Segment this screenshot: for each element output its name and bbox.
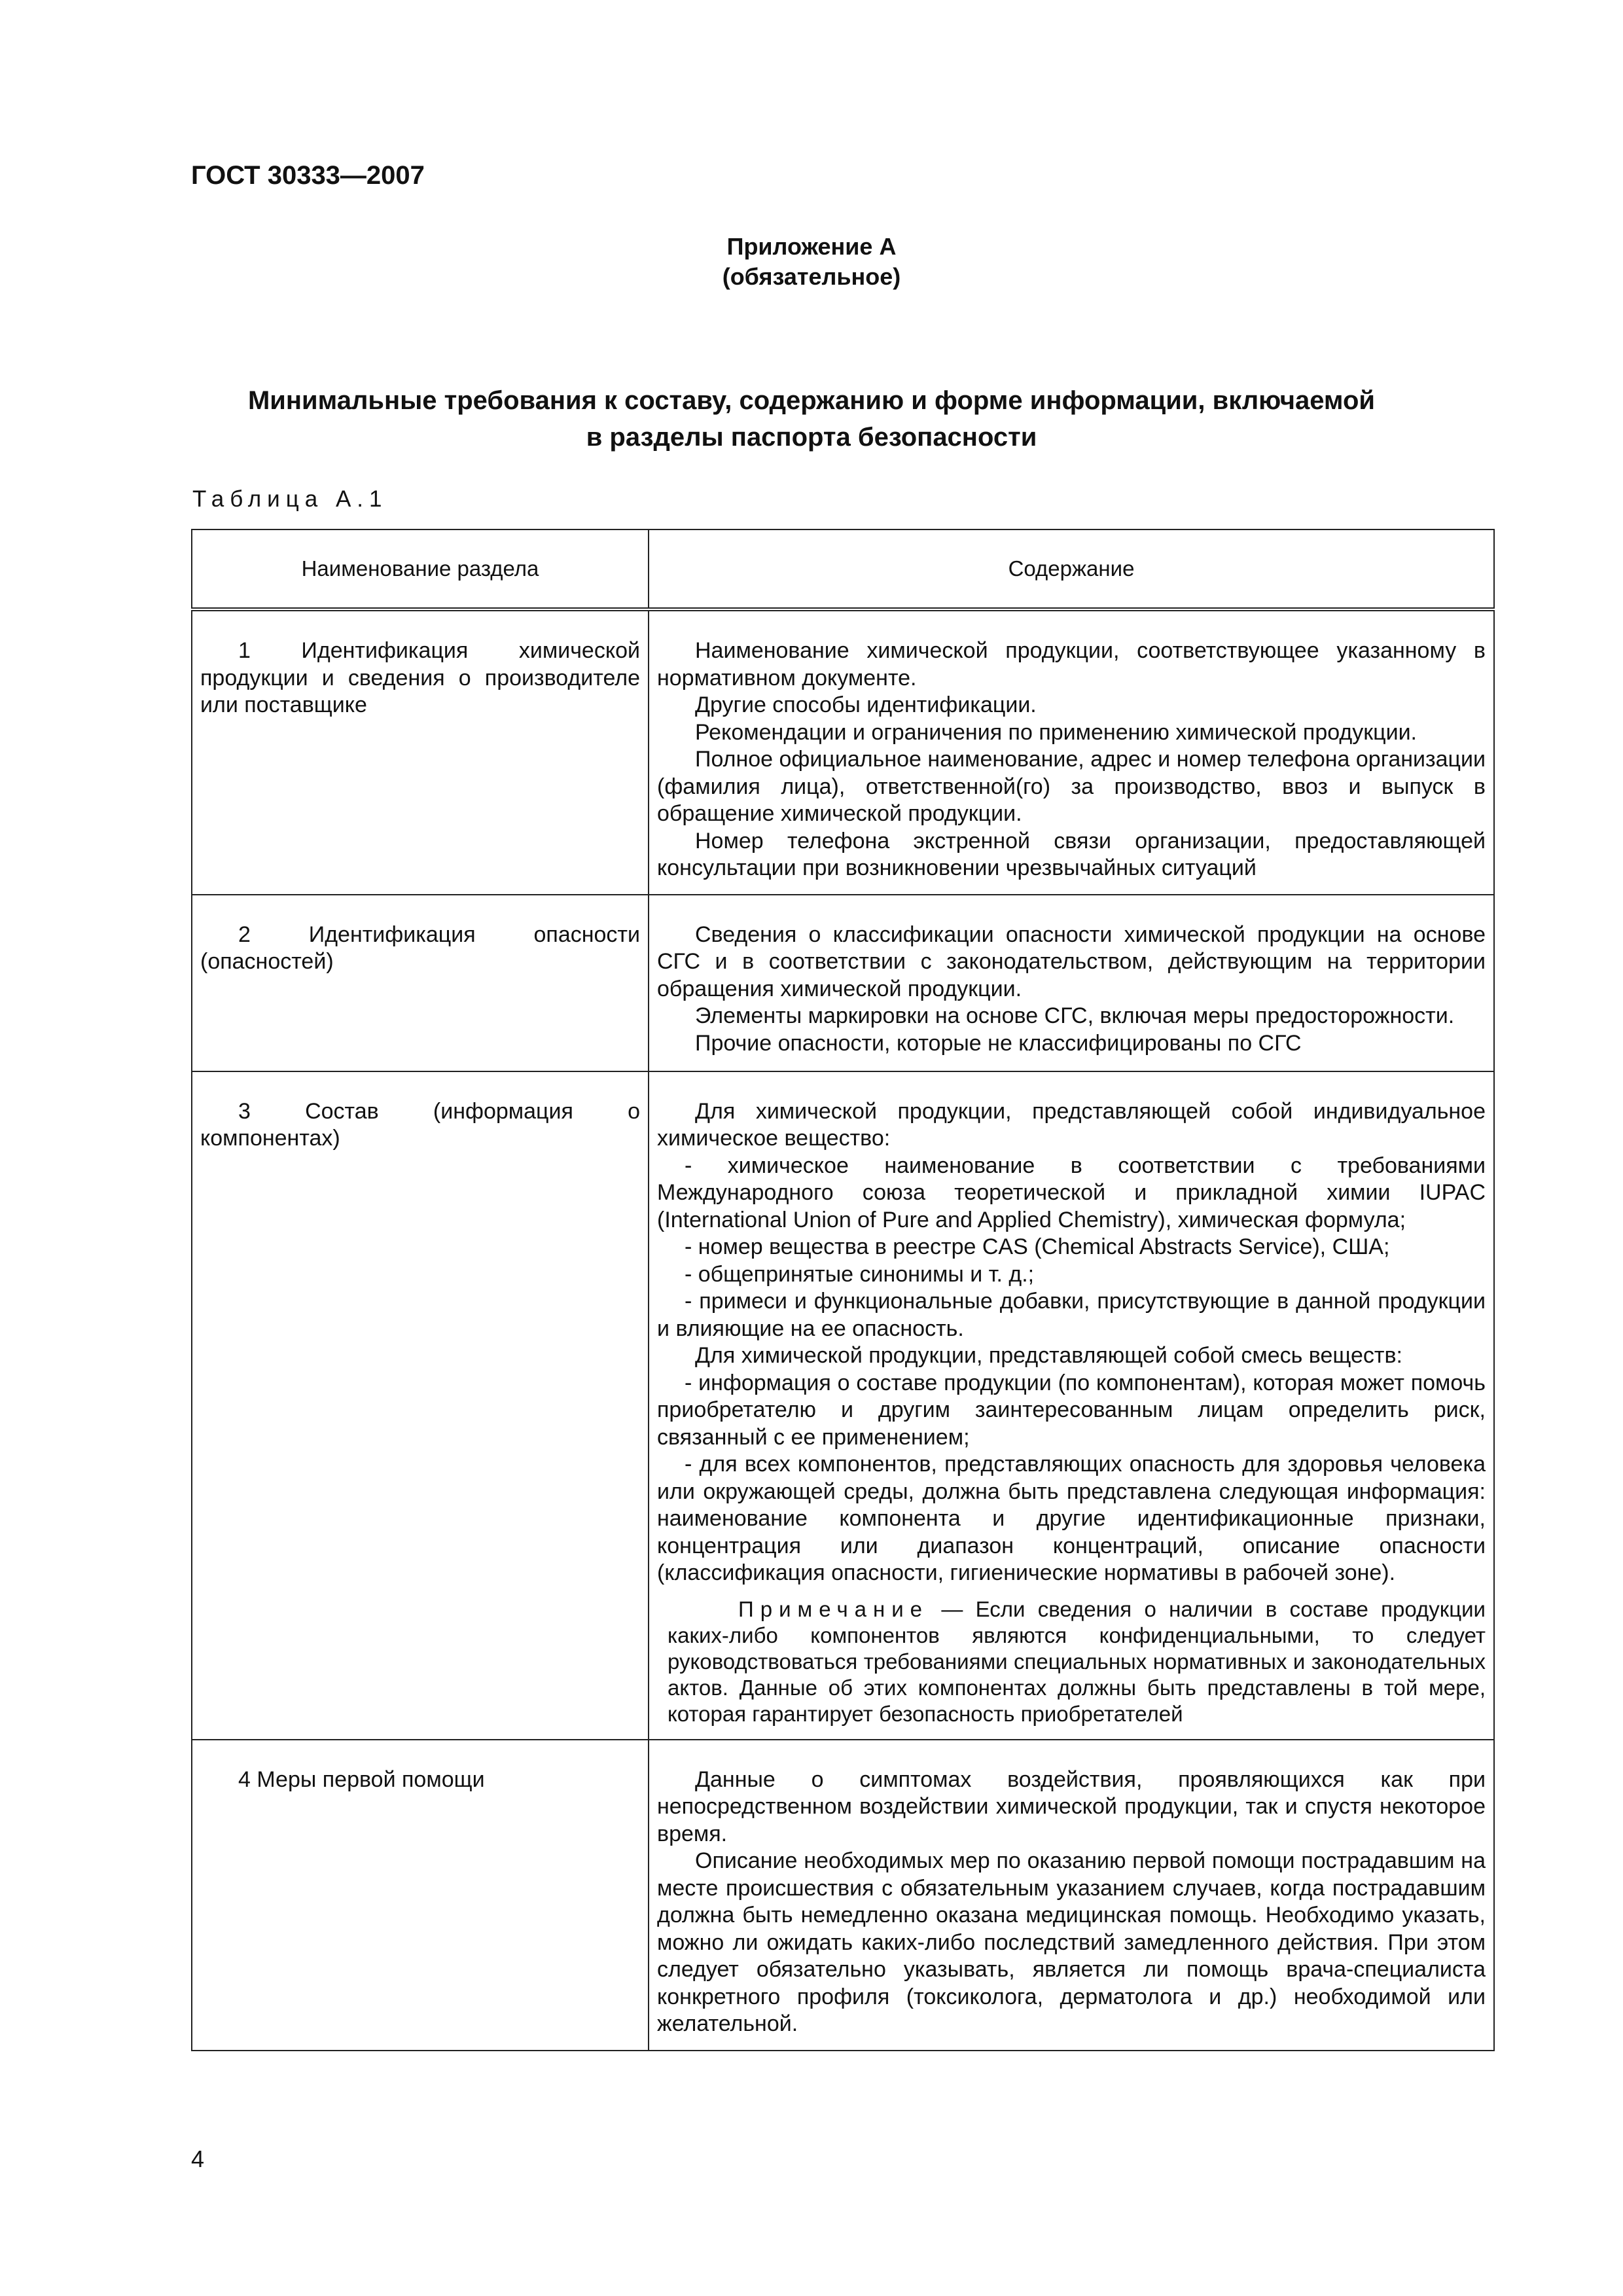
content-bullet: - химическое наименование в соответствии с требованиями Международного союза теоретической и прикладной химии IUPAC (International Union of Pure and Applied Chemistry), химическая формула; (657, 1153, 1486, 1232)
section-name-cell: 1 Идентификация химической продукции и сведения о производителе или поставщике (192, 609, 649, 895)
page-number: 4 (191, 2145, 205, 2172)
note-label: Примечание (738, 1596, 929, 1621)
document-code: ГОСТ 30333—2007 (191, 161, 425, 190)
section-content-cell (649, 1740, 1494, 2051)
table-row (192, 895, 1494, 1071)
content-paragraph: Для химической продукции, представляющей собой смесь веществ: (695, 1343, 1402, 1368)
content-paragraph: Другие способы идентификации. (695, 692, 1037, 717)
table-caption: Таблица А.1 (192, 486, 388, 512)
requirements-table-wrapper (191, 529, 1493, 2051)
section-name-cell: 3 Состав (информация о компонентах) (192, 1071, 649, 1740)
section-content-cell (649, 895, 1494, 1071)
main-title-line-1: Минимальные требования к составу, содержанию и форме информации, включаемой (247, 386, 1376, 415)
content-paragraph: Прочие опасности, которые не классифицированы по СГС (695, 1030, 1302, 1056)
table-row (192, 609, 1494, 895)
main-title-line-2: в разделы паспорта безопасности (586, 423, 1037, 452)
section-content-cell (649, 1071, 1494, 1740)
content-paragraph: Наименование химической продукции, соответствующее указанному в нормативном документе. (657, 638, 1486, 691)
column-header-content: Содержание (649, 529, 1494, 609)
table-row (192, 1071, 1494, 1740)
content-paragraph: Для химической продукции, представляющей собой индивидуальное химическое вещество: (657, 1098, 1486, 1151)
main-title (190, 382, 1433, 456)
content-bullet: - общепринятые синонимы и т. д.; (685, 1261, 1035, 1287)
column-header-section-name: Наименование раздела (192, 529, 649, 609)
note-text: — Если сведения о наличии в составе продукции каких-либо компонентов являются конфиденциальными, то следует руководствоваться требованиями специальных нормативных и законодательных актов. Данные об этих компонентах должны быть представлены в той мере, которая гарантирует безопасность приобретателей (668, 1596, 1486, 1726)
table-row (192, 1740, 1494, 2051)
content-paragraph: Сведения о классификации опасности химической продукции на основе СГС и в соответствии с законодательством, действующим на территории обращения химической продукции. (657, 922, 1486, 1001)
content-bullet: - информация о составе продукции (по компонентам), которая может помочь приобретателю и другим заинтересованным лицам определить риск, связанный с ее применением; (657, 1370, 1486, 1450)
content-paragraph: Данные о симптомах воздействия, проявляющихся как при непосредственном воздействии химической продукции, так и спустя некоторое время. (657, 1767, 1486, 1846)
requirements-table (191, 529, 1495, 2051)
content-bullet: - для всех компонентов, представляющих опасность для здоровья человека или окружающей среды, должна быть представлена следующая информация: наименование компонента и другие идентификационные признаки, концентрация или диапазон концентраций, описание опасности (классификация опасности, гигиенические нормативы в рабочей зоне). (657, 1452, 1486, 1585)
content-paragraph: Рекомендации и ограничения по применению химической продукции. (695, 719, 1418, 745)
note-paragraph (657, 1596, 1486, 1727)
annex-title: Приложение А (726, 233, 897, 260)
section-name-cell: 2 Идентификация опасности (опасностей) (192, 895, 649, 1071)
annex-status: (обязательное) (722, 263, 901, 290)
content-bullet: - номер вещества в реестре CAS (Chemical Abstracts Service), США; (685, 1234, 1390, 1259)
table-header-row (192, 529, 1494, 609)
content-paragraph: Номер телефона экстренной связи организации, предоставляющей консультации при возникновении чрезвычайных ситуаций (657, 828, 1486, 880)
section-name-cell: 4 Меры первой помощи (192, 1740, 649, 2051)
section-content-cell (649, 609, 1494, 895)
content-paragraph: Описание необходимых мер по оказанию первой помощи пострадавшим на месте происшествия с обязательным указанием случаев, когда пострадавшим должна быть немедленно оказана медицинская помощь. Необходимо указать, можно ли ожидать каких-либо последствий замедленного действия. При этом следует обязательно указывать, является ли помощь врача-специалиста конкретного профиля (токсиколога, дерматолога и др.) необходимой или желательной. (657, 1848, 1486, 2036)
content-paragraph: Элементы маркировки на основе СГС, включая меры предосторожности. (695, 1003, 1455, 1028)
content-paragraph: Полное официальное наименование, адрес и номер телефона организации (фамилия лица), ответственной(го) за производство, ввоз и выпуск в обращение химической продукции. (657, 747, 1486, 826)
content-bullet: - примеси и функциональные добавки, присутствующие в данной продукции и влияющие на ее опасность. (657, 1289, 1486, 1341)
